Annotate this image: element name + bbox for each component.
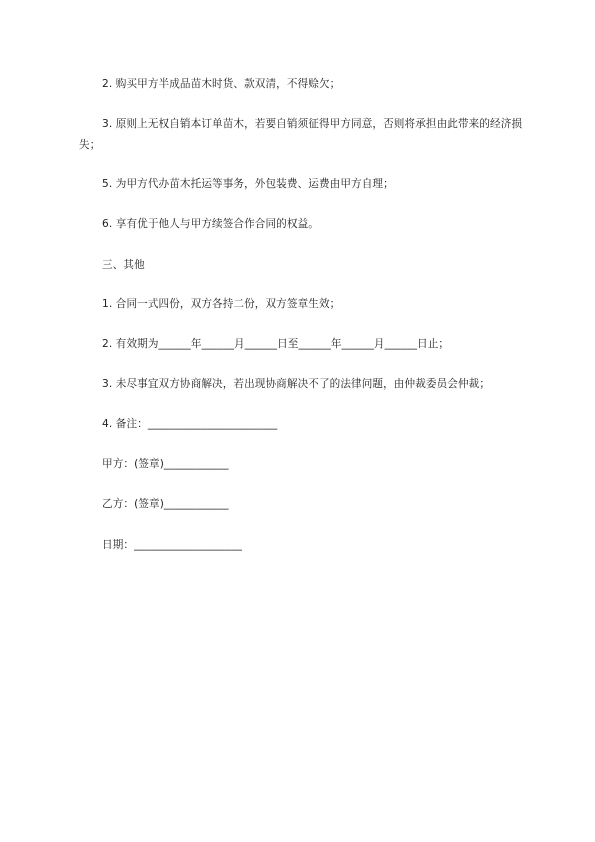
paragraph-shipping-service: 5. 为甲方代办苗木托运等事务，外包装费、运费由甲方自理； xyxy=(102,178,394,190)
paragraph-remarks: 4. 备注：________________________ xyxy=(102,418,278,430)
signature-party-b: 乙方：(签章)____________ xyxy=(102,498,229,510)
signature-party-a: 甲方：(签章)____________ xyxy=(102,458,229,470)
paragraph-purchase-terms: 2. 购买甲方半成品苗木时货、款双清，不得赊欠； xyxy=(102,78,341,90)
paragraph-self-sale-restriction: 3. 原则上无权自销本订单苗木，若要自销须征得甲方同意，否则将承担由此带来的经济损失； xyxy=(79,118,523,151)
paragraph-validity-period: 2. 有效期为______年______月______日至______年______月______日止； xyxy=(102,338,450,350)
signature-date: 日期：____________________ xyxy=(102,539,243,551)
paragraph-copies: 1. 合同一式四份，双方各持二份，双方签章生效； xyxy=(102,298,341,310)
paragraph-arbitration: 3. 未尽事宜双方协商解决，若出现协商解决不了的法律问题，由仲裁委员会仲裁； xyxy=(102,378,491,390)
paragraph-renewal-priority: 6. 享有优于他人与甲方续签合作合同的权益。 xyxy=(102,218,319,230)
section-heading-other: 三、其他 xyxy=(102,259,145,271)
